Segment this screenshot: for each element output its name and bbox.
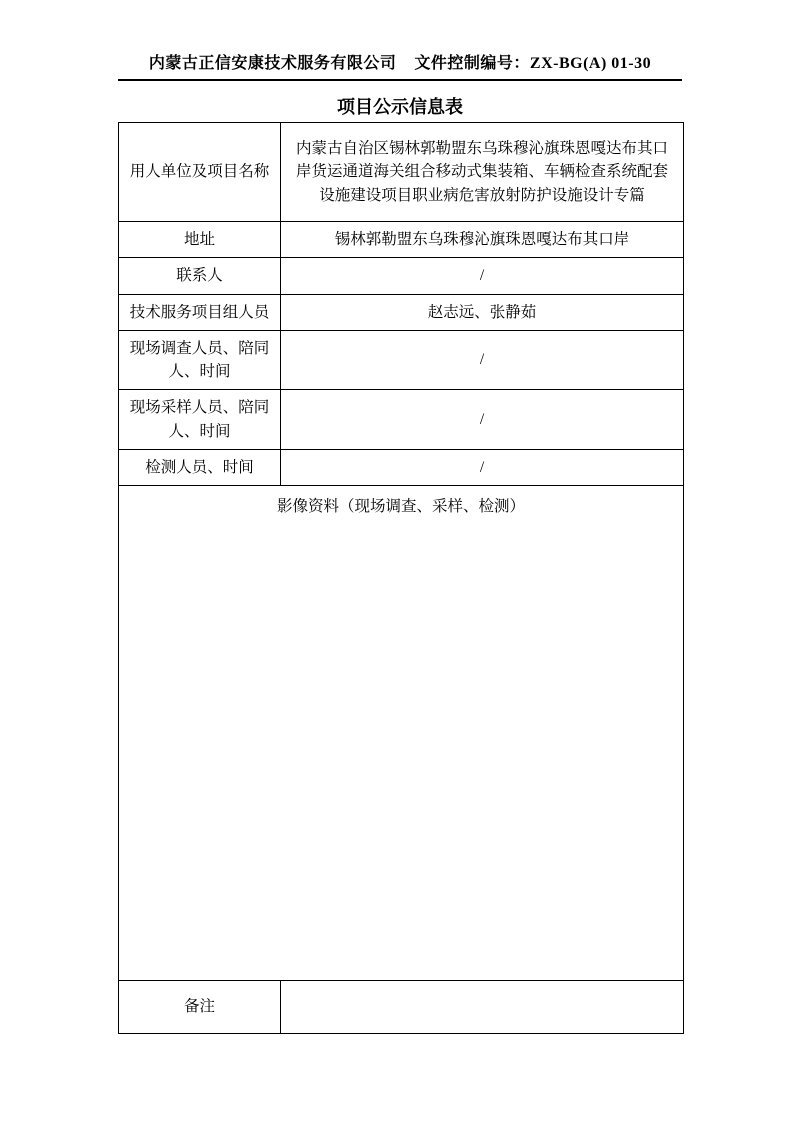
row-value-employer-project: 内蒙古自治区锡林郭勒盟东乌珠穆沁旗珠恩嘎达布其口岸货运通道海关组合移动式集装箱、车辆检查系统配套设施建设项目职业病危害放射防护设施设计专篇 [281, 123, 684, 222]
doc-control-number: ZX-BG(A) 01-30 [529, 55, 652, 72]
row-label-site-survey: 现场调查人员、陪同人、时间 [119, 330, 281, 390]
media-section-title: 影像资料（现场调查、采样、检测） [119, 486, 684, 529]
media-section-header-row [119, 486, 684, 529]
row-label-testing: 检测人员、时间 [119, 449, 281, 485]
project-info-table [118, 122, 684, 1034]
row-label-employer-project: 用人单位及项目名称 [119, 123, 281, 222]
table-row [119, 123, 684, 222]
table-row [119, 258, 684, 294]
row-label-remark: 备注 [119, 981, 281, 1034]
doc-control-label: 文件控制编号： [414, 55, 530, 72]
row-value-testing: / [281, 449, 684, 485]
row-label-contact: 联系人 [119, 258, 281, 294]
media-section-body-row [119, 528, 684, 981]
row-value-site-survey: / [281, 330, 684, 390]
table-row [119, 390, 684, 450]
row-label-team-members: 技术服务项目组人员 [119, 294, 281, 330]
company-name: 内蒙古正信安康技术服务有限公司 [148, 55, 397, 72]
row-value-site-sampling: / [281, 390, 684, 450]
page-header [118, 50, 682, 81]
row-value-contact: / [281, 258, 684, 294]
table-row [119, 222, 684, 258]
row-value-remark [281, 981, 684, 1034]
remark-row [119, 981, 684, 1034]
table-row [119, 449, 684, 485]
table-row [119, 294, 684, 330]
table-row [119, 330, 684, 390]
row-value-address: 锡林郭勒盟东乌珠穆沁旗珠恩嘎达布其口岸 [281, 222, 684, 258]
row-label-address: 地址 [119, 222, 281, 258]
page-title: 项目公示信息表 [337, 97, 463, 117]
row-label-site-sampling: 现场采样人员、陪同人、时间 [119, 390, 281, 450]
row-value-team-members: 赵志远、张静茹 [281, 294, 684, 330]
media-section-content [119, 528, 684, 981]
